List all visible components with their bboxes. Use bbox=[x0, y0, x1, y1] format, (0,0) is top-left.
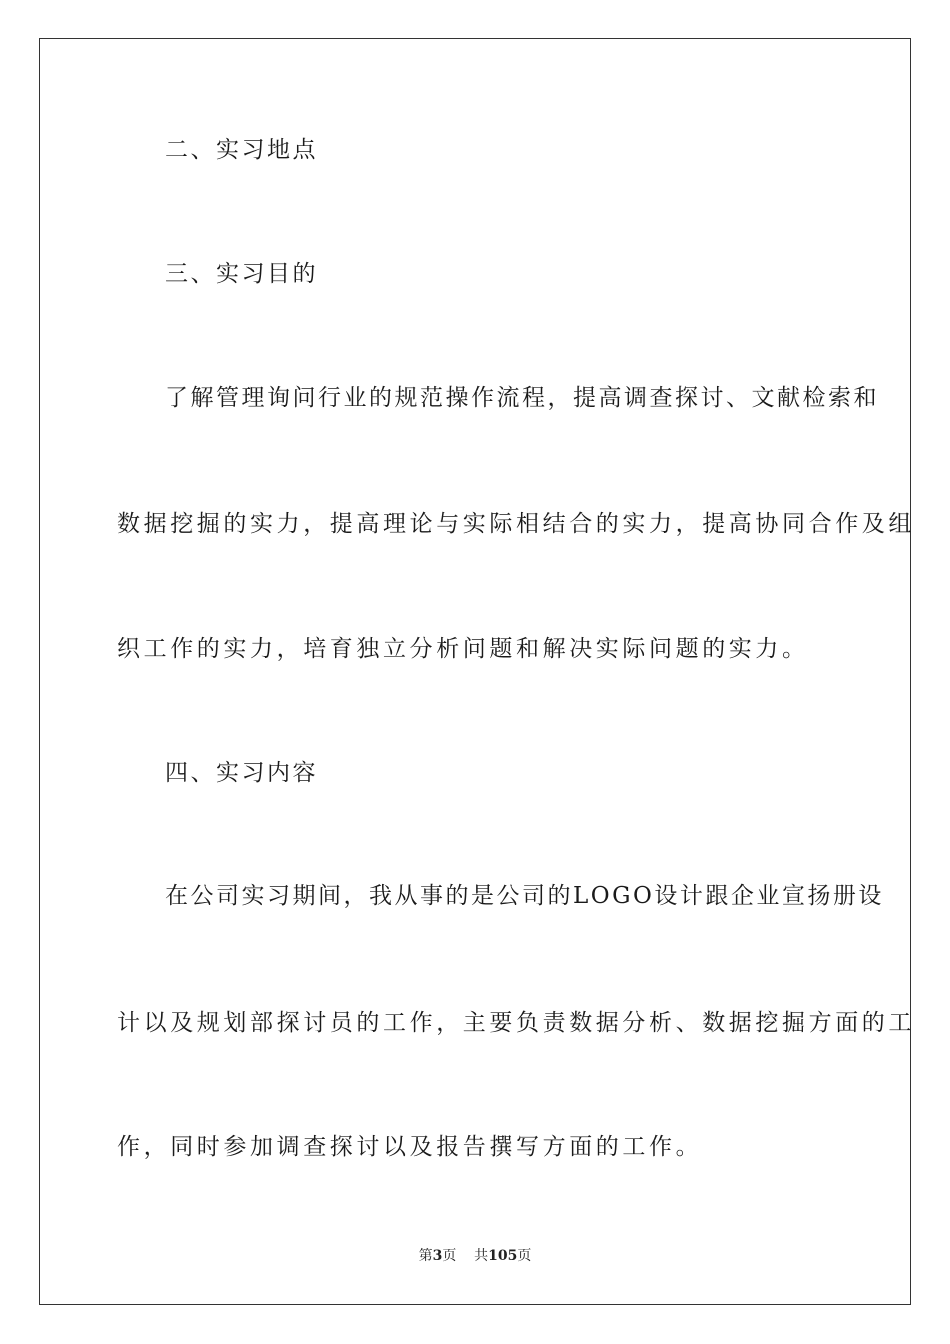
purpose-paragraph-line-3: 织工作的实力，培育独立分析问题和解决实际问题的实力。 bbox=[117, 636, 809, 662]
content-paragraph-line-2: 计以及规划部探讨员的工作，主要负责数据分析、数据挖掘方面的工 bbox=[117, 1010, 915, 1036]
section-heading-location: 二、实习地点 bbox=[165, 137, 318, 163]
footer-page-prefix: 第 bbox=[418, 1248, 433, 1264]
content-paragraph-line-1: 在公司实习期间，我从事的是公司的LOGO设计跟企业宣扬册设 bbox=[165, 883, 884, 909]
purpose-paragraph-line-2: 数据挖掘的实力，提高理论与实际相结合的实力，提高协同合作及组 bbox=[117, 511, 915, 537]
footer-total-suffix: 页 bbox=[517, 1248, 532, 1264]
section-heading-purpose: 三、实习目的 bbox=[165, 261, 318, 287]
purpose-paragraph-line-1: 了解管理询问行业的规范操作流程，提高调查探讨、文献检索和 bbox=[165, 385, 879, 411]
section-heading-content: 四、实习内容 bbox=[165, 760, 318, 786]
footer-page-suffix: 页 bbox=[442, 1248, 457, 1264]
content-paragraph-line-3: 作，同时参加调查探讨以及报告撰写方面的工作。 bbox=[117, 1134, 703, 1160]
footer-total-pages: 105 bbox=[488, 1248, 518, 1264]
footer-spacer bbox=[456, 1248, 474, 1264]
page-footer bbox=[0, 1247, 950, 1265]
footer-total-prefix: 共 bbox=[474, 1248, 489, 1264]
footer-page-number: 3 bbox=[432, 1248, 443, 1264]
page-border bbox=[39, 38, 911, 1305]
